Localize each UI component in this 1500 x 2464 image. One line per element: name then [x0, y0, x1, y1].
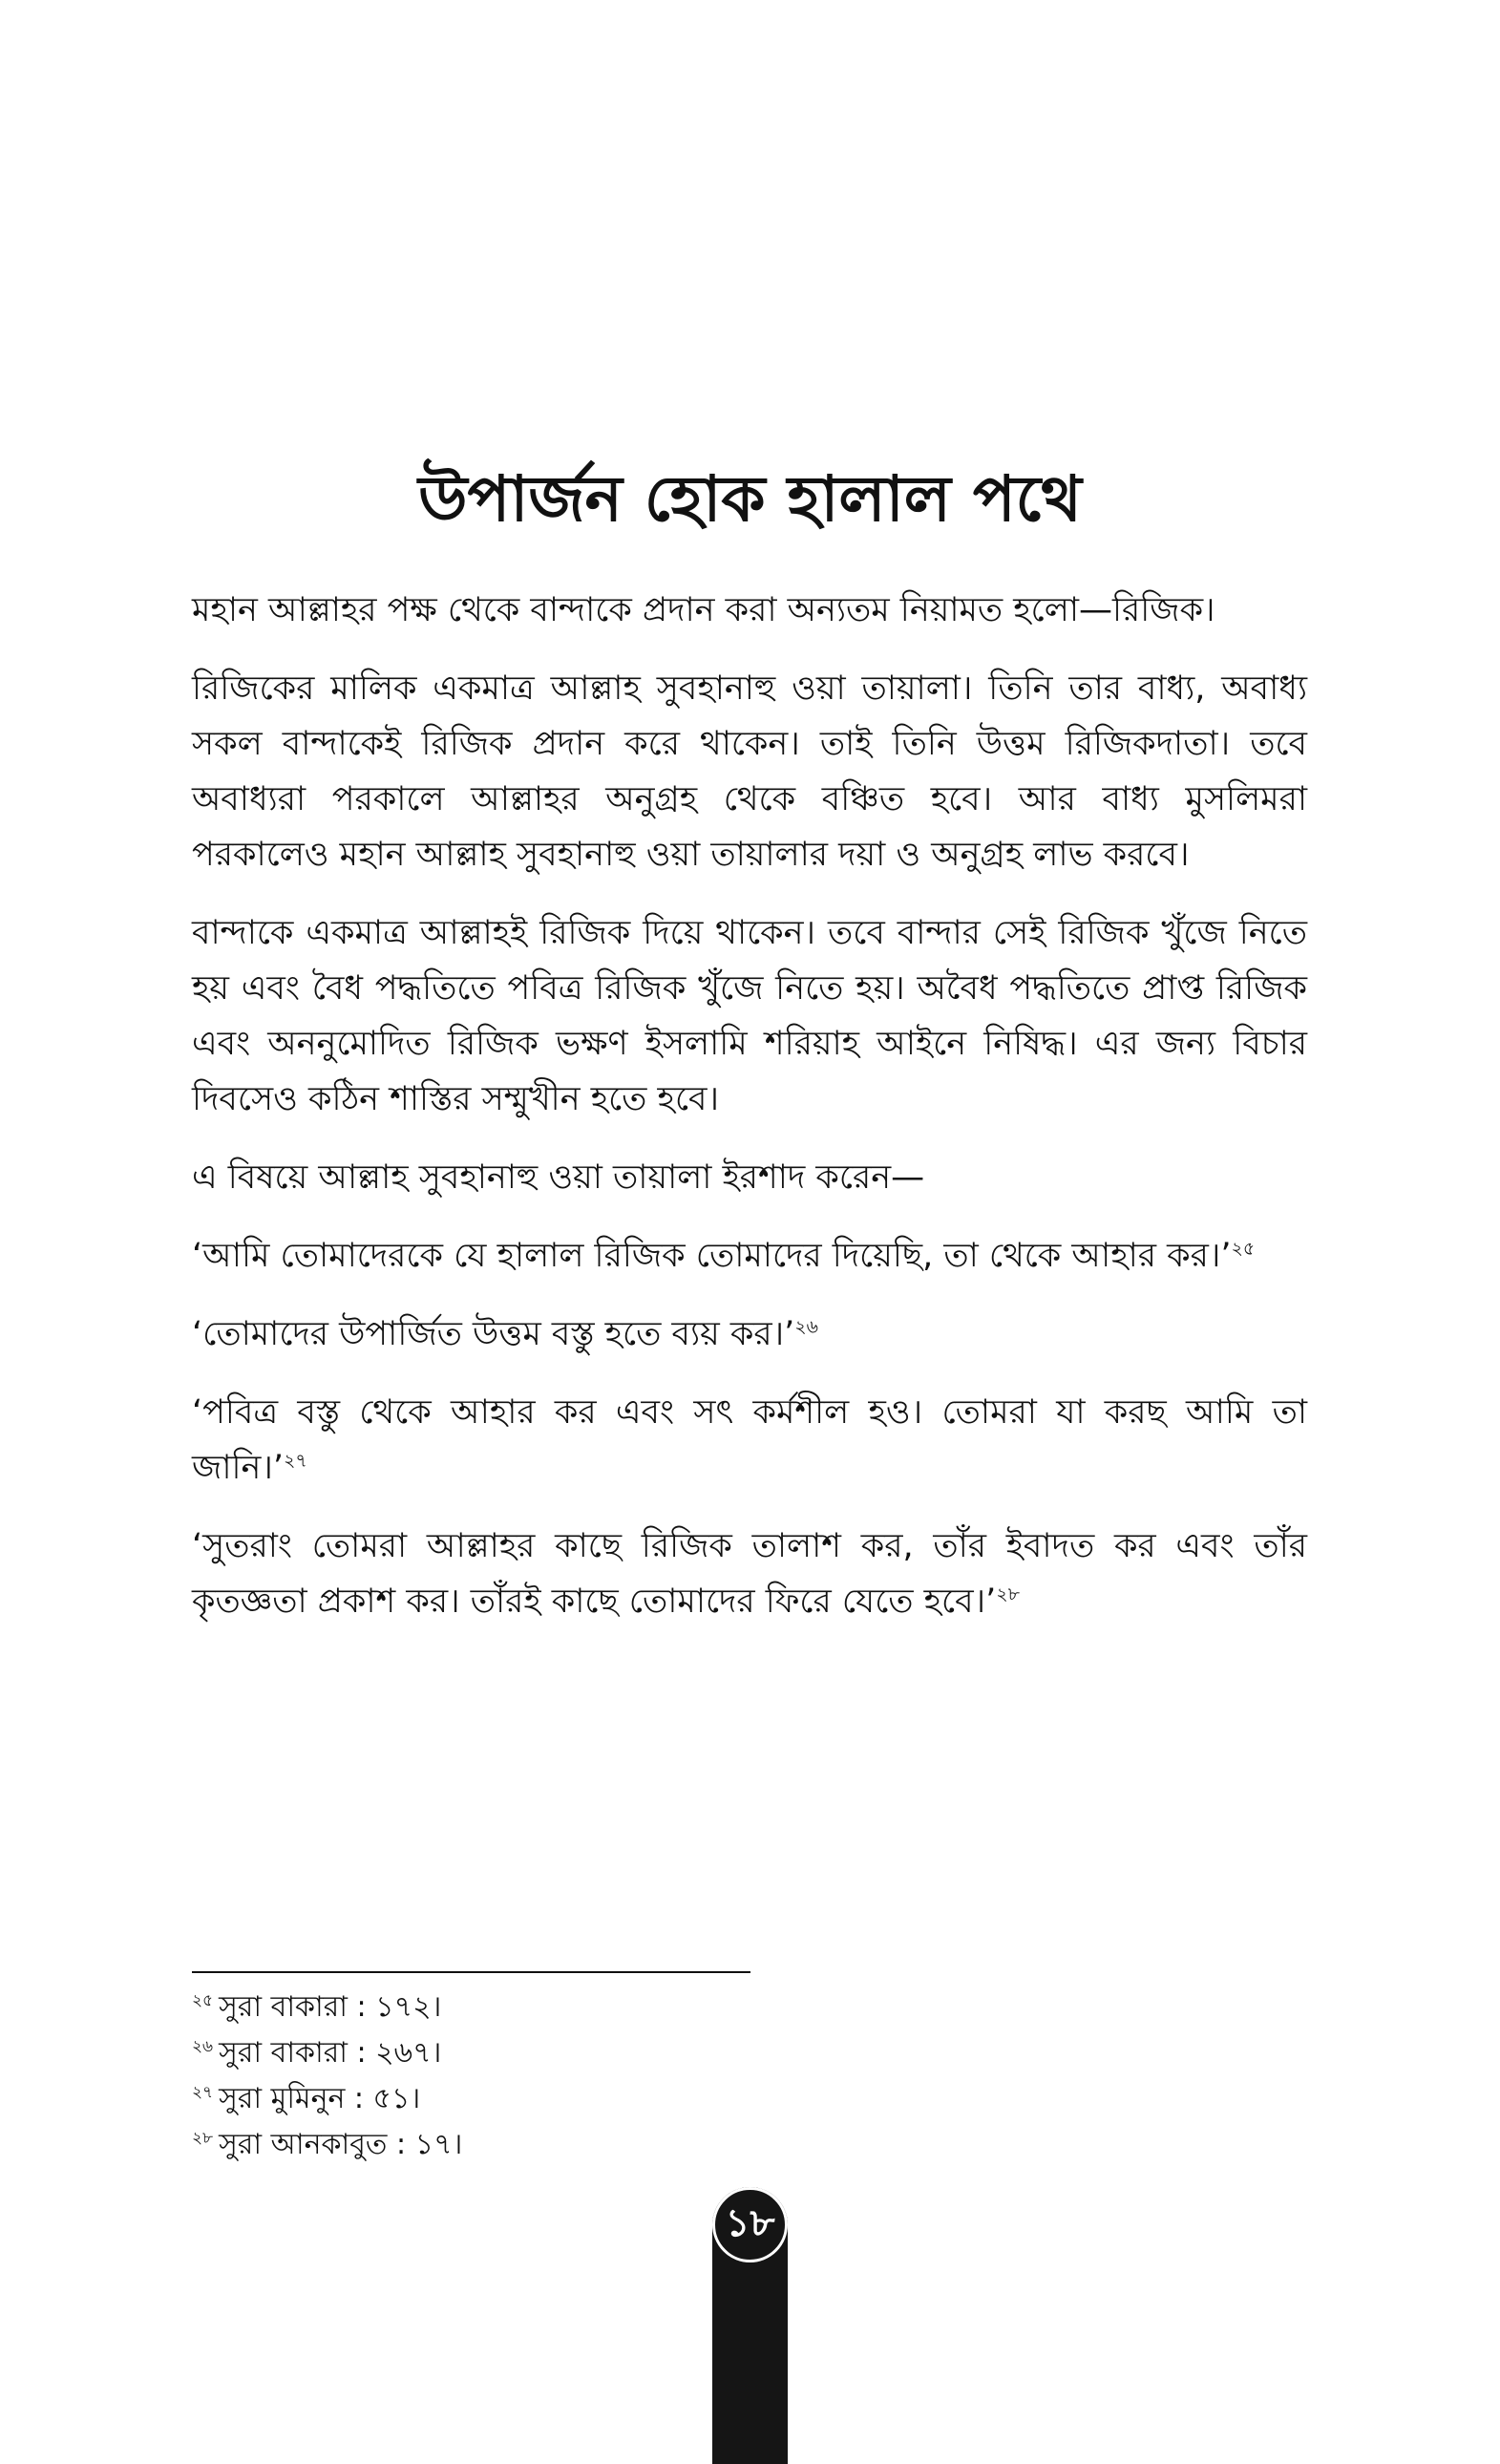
footnote-ref: ২৬	[794, 1316, 818, 1338]
footnote-ref: ২৫	[1231, 1238, 1256, 1260]
footnote-ref: ২৭	[284, 1450, 307, 1472]
footnote-text: সুরা আনকাবুত : ১৭।	[219, 2128, 463, 2161]
quote-text: ‘তোমাদের উপার্জিত উত্তম বস্তু হতে ব্যয় কর।’	[192, 1315, 795, 1353]
body-text	[192, 583, 1307, 1652]
quote-1	[192, 1228, 1307, 1284]
quote-3	[192, 1385, 1307, 1496]
footnote-item	[192, 2122, 956, 2168]
footnote-item	[192, 1985, 956, 2030]
footnote-text: সুরা বাকারা : ২৬৭।	[219, 2036, 442, 2070]
paragraph-lawful: বান্দাকে একমাত্র আল্লাহই রিজিক দিয়ে থাকেন। তবে বান্দার সেই রিজিক খুঁজে নিতে হয় এবং বৈধ পদ্ধতিতে পবিত্র রিজিক খুঁজে নিতে হয়। অবৈধ পদ্ধতিতে প্রাপ্ত রিজিক এবং অননুমোদিত রিজিক ভক্ষণ ইসলামি শরিয়াহ আইনে নিষিদ্ধ। এর জন্য বিচার দিবসেও কঠিন শাস্তির সম্মুখীন হতে হবে।	[192, 914, 1307, 1118]
footnote-number: ২৭	[192, 2083, 214, 2102]
quote-text: ‘পবিত্র বস্তু থেকে আহার কর এবং সৎ কর্মশীল হও। তোমরা যা করছ আমি তা জানি।’	[192, 1393, 1307, 1487]
footnote-ref: ২৮	[996, 1583, 1020, 1605]
footnote-number: ২৮	[192, 2129, 214, 2148]
footnotes	[192, 1985, 956, 2168]
footnote-text: সুরা মুমিনুন : ৫১।	[219, 2082, 421, 2115]
quote-2	[192, 1306, 1307, 1362]
quote-text: ‘আমি তোমাদেরকে যে হালাল রিজিক তোমাদের দিয়েছি, তা থেকে আহার কর।’	[192, 1237, 1232, 1275]
footnote-item	[192, 2076, 956, 2122]
footnote-number: ২৬	[192, 2037, 214, 2056]
footnote-divider	[192, 1971, 750, 1973]
page-number: ১৮	[725, 2201, 775, 2245]
footnote-item	[192, 2030, 956, 2076]
quote-4	[192, 1519, 1307, 1629]
page-title: উপার্জন হোক হালাল পথে	[418, 462, 1082, 536]
paragraph-provider: রিজিকের মালিক একমাত্র আল্লাহ সুবহানাহু ওয়া তায়ালা। তিনি তার বাধ্য, অবাধ্য সকল বান্দাকেই রিজিক প্রদান করে থাকেন। তাই তিনি উত্তম রিজিকদাতা। তবে অবাধ্যরা পরকালে আল্লাহর অনুগ্রহ থেকে বঞ্চিত হবে। আর বাধ্য মুসলিমরা পরকালেও মহান আল্লাহ সুবহানাহু ওয়া তায়ালার দয়া ও অনুগ্রহ লাভ করবে।	[192, 669, 1307, 874]
footnote-text: সুরা বাকারা : ১৭২।	[219, 1990, 442, 2024]
quote-text: ‘সুতরাং তোমরা আল্লাহর কাছে রিজিক তালাশ কর, তাঁর ইবাদত কর এবং তাঁর কৃতজ্ঞতা প্রকাশ কর। তাঁরই কাছে তোমাদের ফিরে যেতে হবে।’	[192, 1527, 1307, 1621]
footnote-number: ২৫	[192, 1991, 214, 2010]
paragraph-quran-intro: এ বিষয়ে আল্লাহ সুবহানাহু ওয়া তায়ালা ইরশাদ করেন—	[192, 1158, 925, 1197]
paragraph-intro: মহান আল্লাহর পক্ষ থেকে বান্দাকে প্রদান করা অন্যতম নিয়ামত হলো—রিজিক।	[192, 591, 1215, 629]
